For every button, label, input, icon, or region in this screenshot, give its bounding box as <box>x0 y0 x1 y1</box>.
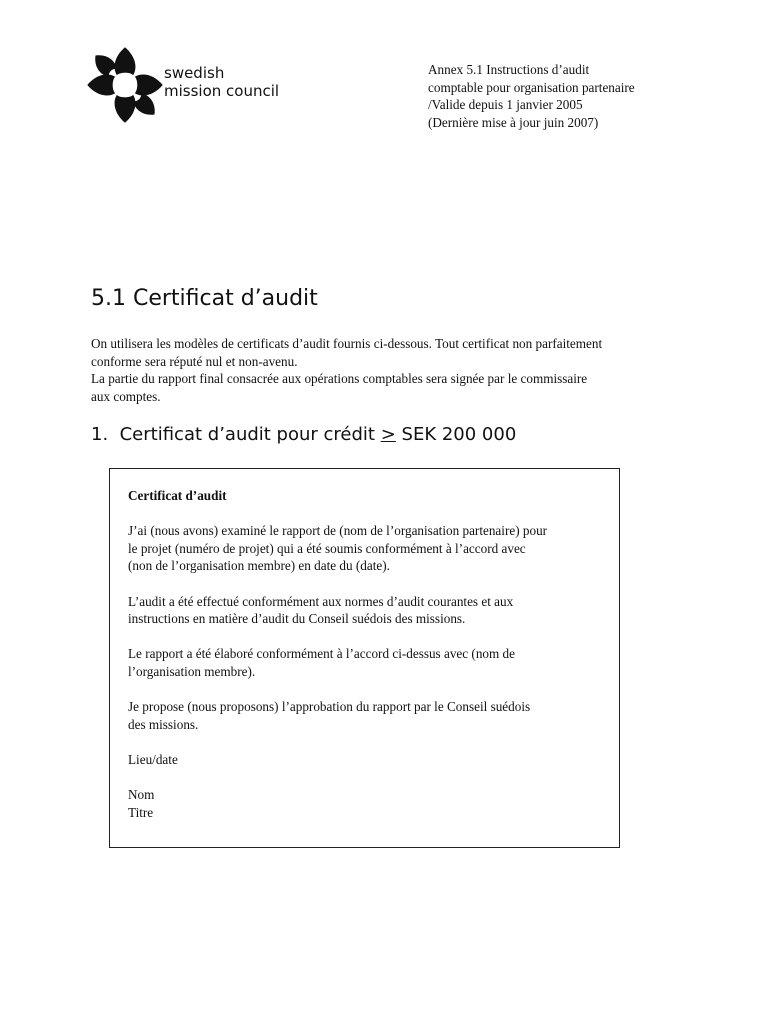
annex-line: comptable pour organisation partenaire <box>428 79 635 95</box>
section-title: 5.1 Certificat d’audit <box>91 286 318 311</box>
logo-petal-left <box>87 75 115 96</box>
logo-text-line2: mission council <box>164 82 280 100</box>
place-date-field: Lieu/date <box>128 751 178 767</box>
title-field: Titre <box>128 804 154 820</box>
annex-reference <box>428 61 728 131</box>
logo-petal-top-left <box>95 55 117 77</box>
certificate-title: Certificat d’audit <box>128 488 227 503</box>
certificate-line: J’ai (nous avons) examiné le rapport de (nom de l’organisation partenaire) pour <box>128 523 548 539</box>
intro-line: La partie du rapport final consacrée aux opérations comptables sera signée par le commissaire <box>91 371 588 387</box>
intro-line: conforme sera réputé nul et non-avenu. <box>91 353 298 369</box>
intro-paragraph <box>91 335 691 405</box>
certificate-line: Je propose (nous proposons) l’approbation du rapport par le Conseil suédois <box>128 699 531 715</box>
logo-petal-top <box>115 47 136 75</box>
subheading <box>91 424 516 445</box>
certificate-line: le projet (numéro de projet) qui a été soumis conformément à l’accord avec <box>128 540 526 556</box>
certificate-paragraph-4 <box>128 698 608 733</box>
intro-line: On utilisera les modèles de certificats d’audit fournis ci-dessous. Tout certificat non parfaitement <box>91 336 603 351</box>
certificate-content <box>128 487 608 821</box>
certificate-template-box <box>109 468 620 848</box>
greater-or-equal-symbol: > <box>380 424 396 445</box>
certificate-paragraph-1 <box>128 522 608 575</box>
certificate-line: (non de l’organisation membre) en date du (date). <box>128 558 390 574</box>
logo-text-line1: swedish <box>164 64 225 82</box>
annex-line: /Valide depuis 1 janvier 2005 <box>428 97 583 112</box>
swedish-mission-council-logo <box>84 44 166 126</box>
logo-petal-right <box>135 75 163 96</box>
subheading-suffix: SEK 200 000 <box>395 424 517 445</box>
annex-line: (Dernière mise à jour juin 2007) <box>428 114 599 130</box>
certificate-paragraph-3 <box>128 645 608 680</box>
name-field: Nom <box>128 787 155 803</box>
certificate-line: L’audit a été effectué conformément aux normes d’audit courantes et aux <box>128 593 514 609</box>
certificate-line: l’organisation membre). <box>128 663 256 679</box>
certificate-line: des missions. <box>128 716 199 732</box>
subheading-prefix: 1. Certificat d’audit pour crédit <box>91 424 381 445</box>
logo-petal-bottom-right <box>133 93 155 115</box>
logo-petal-bottom <box>115 95 136 123</box>
certificate-line: instructions en matière d’audit du Conseil suédois des missions. <box>128 611 466 627</box>
annex-line: Annex 5.1 Instructions d’audit <box>428 62 590 77</box>
certificate-paragraph-2 <box>128 593 608 628</box>
logo-wordmark <box>164 64 279 100</box>
certificate-line: Le rapport a été élaboré conformément à l’accord ci-dessus avec (nom de <box>128 646 516 662</box>
intro-line: aux comptes. <box>91 388 161 404</box>
